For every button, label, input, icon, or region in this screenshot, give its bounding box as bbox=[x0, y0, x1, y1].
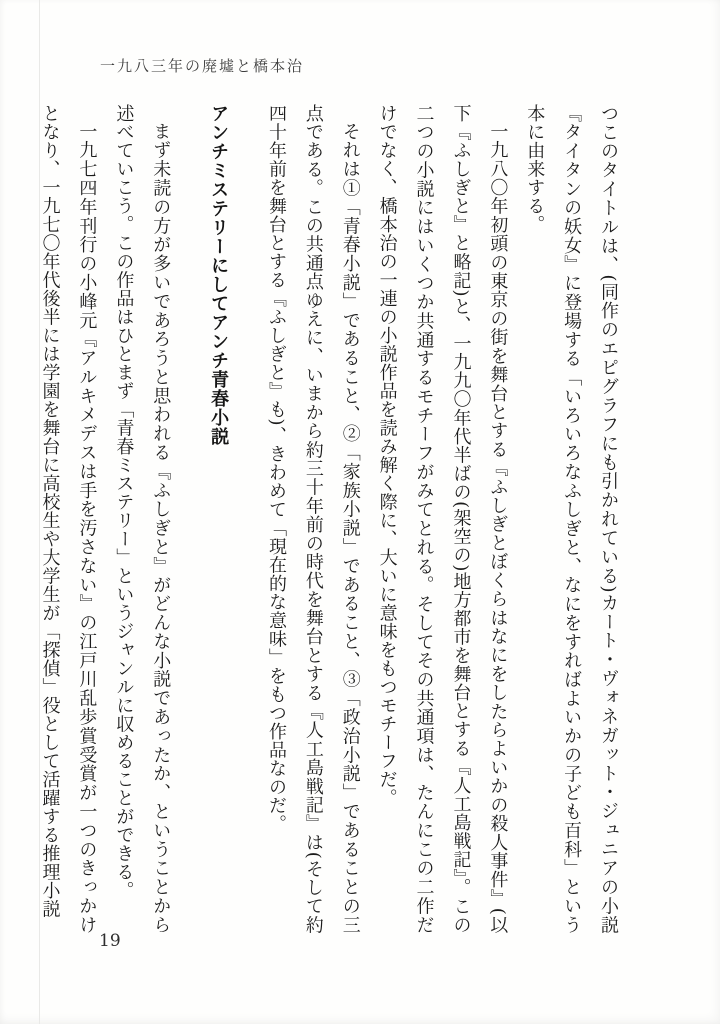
paragraph-two-novels: 一九八〇年初頭の東京の街を舞台とする『ふしぎとぼくらはなにをしたらよいかの殺人事件』(以下『ふしぎと』と略記)と、一九九〇年代半ばの(架空の)地方都市を舞台とする『人工島戦記』。この二つの小説にはいくつか共通するモチーフがみてとれる。そしてその共通項は、たんにこの二作だけでなく、橋本治の一連の小説作品を読み解く際に、大いに意味をもつモチーフだ。 bbox=[376, 104, 509, 935]
paragraph-title-origin: つこのタイトルは、(同作のエピグラフにも引かれている)カート・ヴォネガット・ジュニアの小説『タイタンの妖女』に登場する「いろいろなふしぎと、なにをすればよいかの子ども百科」という本に由来する。 bbox=[524, 104, 619, 935]
paragraph-three-commonalities: それは①「青春小説」であること、②「家族小説」であること、③「政治小説」であることの三点である。この共通点ゆえに、いまから約三十年前の時代を舞台とする『人工島戦記』は(そして約四十年前を舞台とする『ふしぎと』も)、きわめて「現在的な意味」をもつ作品なのだ。 bbox=[265, 104, 361, 934]
vertical-text-block bbox=[39, 104, 626, 935]
running-header: 一九八三年の廃墟と橋本治 bbox=[100, 57, 305, 75]
paragraph-fushigi-genre: まず未読の方が多いであろうと思われる『ふしぎと』がどんな小説であったか、ということから述べていこう。この作品はひとまず「青春ミステリー」というジャンルに収めることができる。 bbox=[113, 104, 172, 934]
page-number: 19 bbox=[99, 931, 121, 951]
section-heading: アンチミステリーにしてアンチ青春小説 bbox=[208, 104, 230, 446]
paragraph-mystery-history: 一九七四年刊行の小峰元『アルキメデスは手を汚さない』の江戸川乱歩賞受賞が一つのきっかけとなり、一九七〇年代後半には学園を舞台に高校生や大学生が「探偵」役として活躍する推理小説 bbox=[39, 104, 98, 934]
